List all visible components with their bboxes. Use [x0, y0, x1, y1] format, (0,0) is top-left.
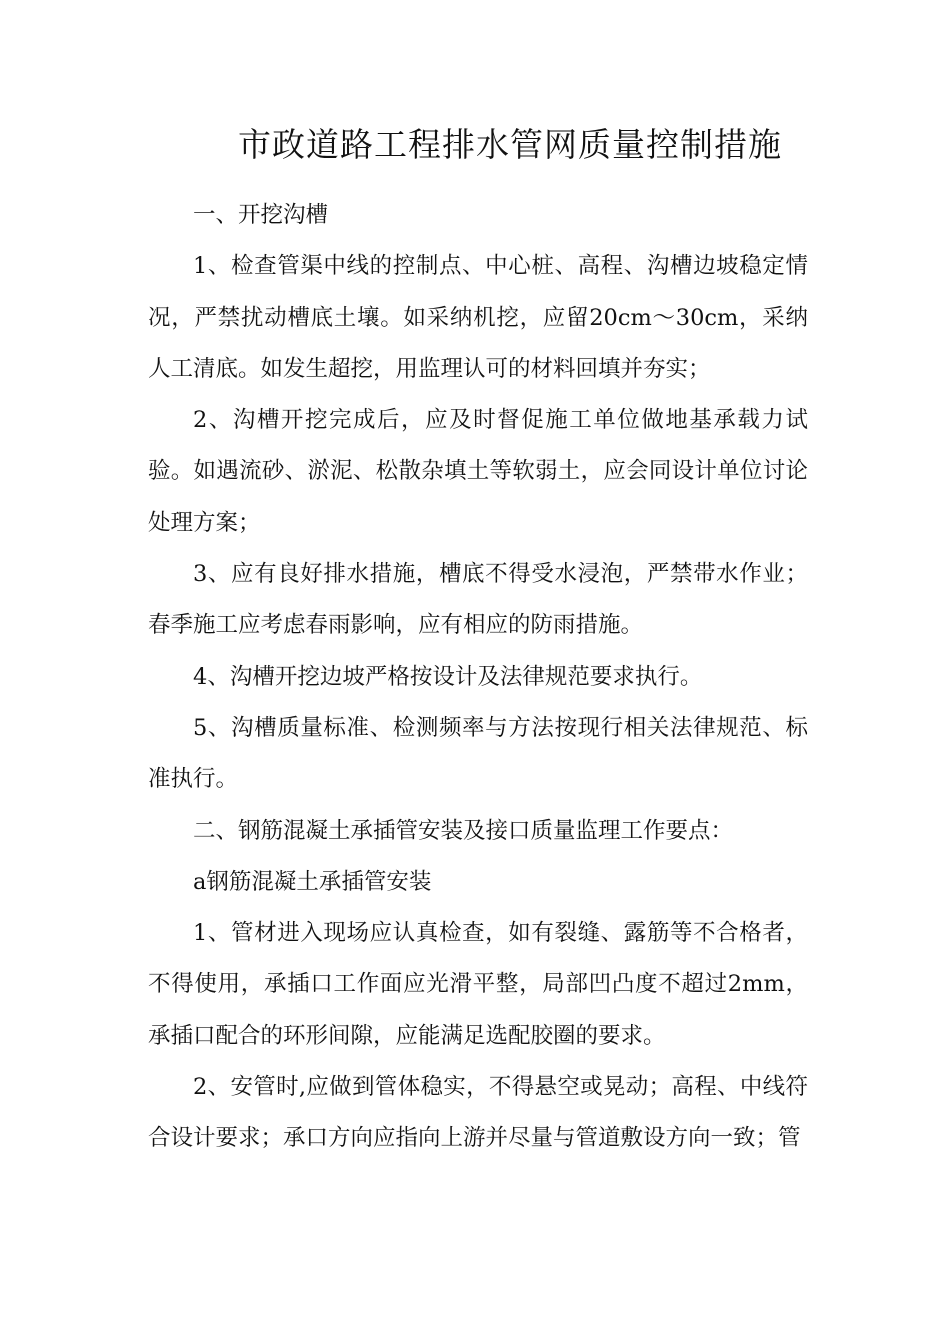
paragraph: 3、应有良好排水措施，槽底不得受水浸泡，严禁带水作业；春季施工应考虑春雨影响，应有相应的防雨措施。	[148, 561, 808, 639]
paragraph: 1、检查管渠中线的控制点、中心桩、高程、沟槽边坡稳定情况，严禁扰动槽底土壤。如采纳机挖，应留20cm～30cm，采纳人工清底。如发生超挖，用监理认可的材料回填并夯实；	[148, 253, 808, 382]
document-title: 市政道路工程排水管网质量控制措施	[238, 125, 782, 164]
section-heading: 二、钢筋混凝土承插管安装及接口质量监理工作要点：	[193, 817, 734, 844]
paragraph: 1、管材进入现场应认真检查，如有裂缝、露筋等不合格者，不得使用，承插口工作面应光滑平整，局部凹凸度不超过2mm，承插口配合的环形间隙，应能满足选配胶圈的要求。	[148, 920, 808, 1049]
document-body	[148, 190, 808, 1165]
paragraph: 2、沟槽开挖完成后，应及时督促施工单位做地基承载力试验。如遇流砂、淤泥、松散杂填土等软弱土，应会同设计单位讨论处理方案；	[148, 407, 808, 536]
paragraph: 2、安管时,应做到管体稳实，不得悬空或晃动；高程、中线符合设计要求；承口方向应指向上游并尽量与管道敷设方向一致；管	[148, 1074, 808, 1152]
paragraph: 5、沟槽质量标准、检测频率与方法按现行相关法律规范、标准执行。	[148, 714, 808, 793]
section-heading: 一、开挖沟槽	[193, 202, 329, 228]
paragraph: 4、沟槽开挖边坡严格按设计及法律规范要求执行。	[193, 663, 703, 690]
subsection-heading: a钢筋混凝土承插管安装	[193, 868, 432, 895]
